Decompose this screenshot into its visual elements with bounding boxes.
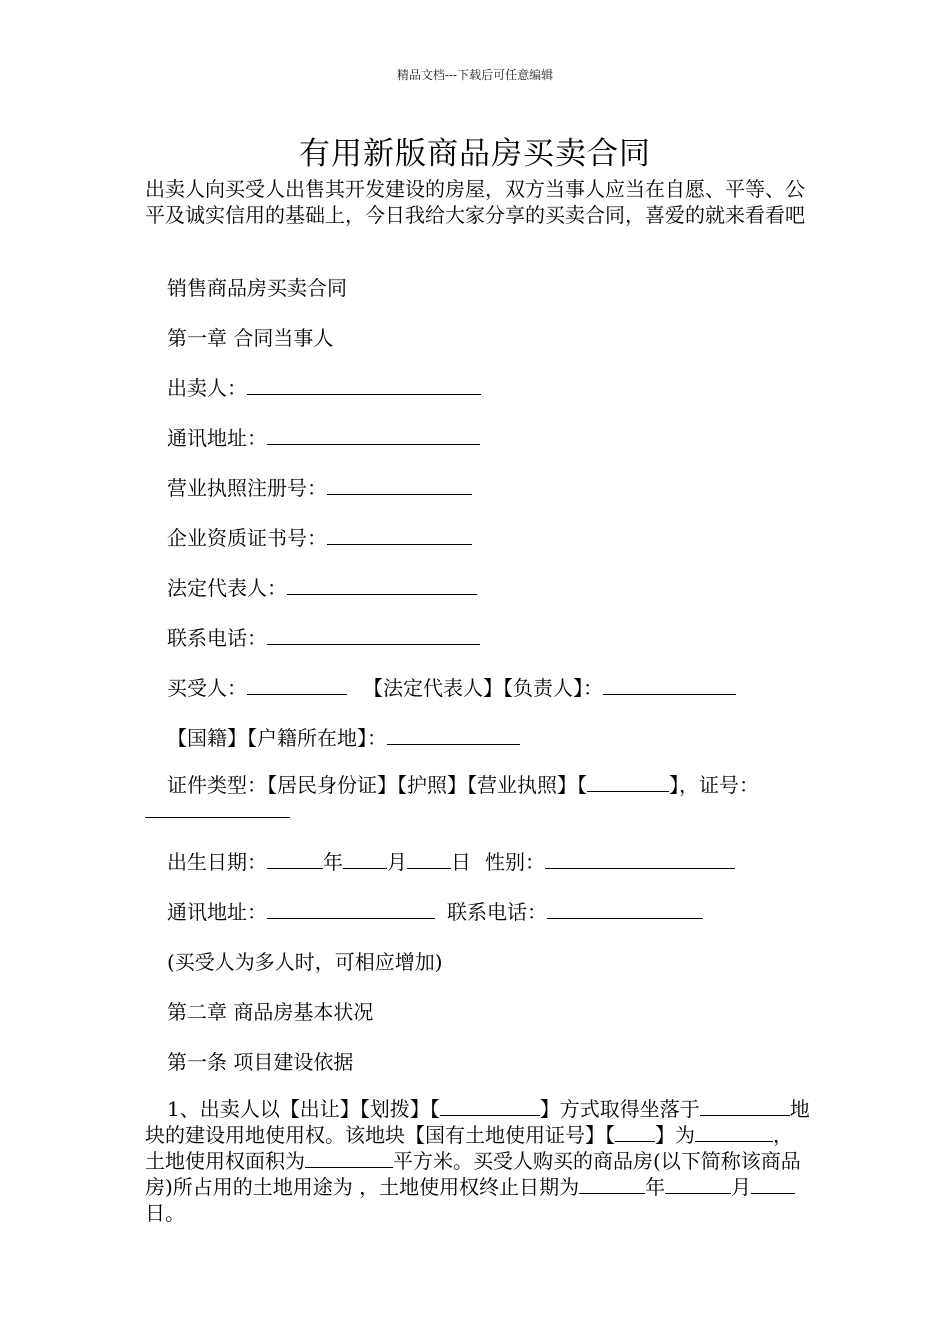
- certificate-blank: [615, 1123, 655, 1142]
- id-number-blank: [145, 799, 290, 818]
- nationality-label: 【国籍】【户籍所在地】：: [167, 726, 387, 750]
- seller-phone-label: 联系电话：: [167, 626, 267, 650]
- buyer-address-label: 通讯地址：: [167, 900, 267, 924]
- seller-address-blank: [267, 426, 480, 445]
- buyer-options-blank: [603, 676, 736, 695]
- birth-row: [167, 846, 735, 875]
- id-type-label: 证件类型：【居民身份证】【护照】【营业执照】【: [167, 773, 587, 797]
- end-year-blank: [579, 1175, 645, 1194]
- seller-blank: [247, 376, 481, 395]
- para-text-1: 1、出卖人以【出让】【划拨】【: [167, 1097, 440, 1121]
- legal-rep-blank: [287, 576, 477, 595]
- location-blank: [700, 1097, 790, 1116]
- birth-label: 出生日期：: [167, 850, 267, 874]
- birth-year-label: 年: [323, 850, 343, 874]
- para-text-7: 年: [645, 1175, 666, 1199]
- buyer-label: 买受人：: [167, 676, 247, 700]
- birth-year-blank: [267, 850, 323, 869]
- article-one-paragraph: [145, 1096, 810, 1226]
- nationality-row: [167, 722, 520, 751]
- seller-address-label: 通讯地址：: [167, 426, 267, 450]
- chapter-two-heading: 第二章 商品房基本状况: [167, 1000, 374, 1024]
- end-day-blank: [751, 1175, 795, 1194]
- seller-phone-row: [167, 622, 480, 651]
- end-month-blank: [665, 1175, 731, 1194]
- legal-rep-label: 法定代表人：: [167, 576, 287, 600]
- buyer-note: (买受人为多人时，可相应增加): [167, 950, 443, 974]
- license-blank: [327, 476, 472, 495]
- gender-blank: [545, 850, 735, 869]
- chapter-one-heading: 第一章 合同当事人: [167, 326, 334, 350]
- id-type-close: 】，: [669, 773, 699, 797]
- method-blank: [440, 1097, 540, 1116]
- seller-address-row: [167, 422, 480, 451]
- license-label: 营业执照注册号：: [167, 476, 327, 500]
- gender-label: 性别：: [485, 850, 545, 874]
- buyer-address-blank: [267, 900, 435, 919]
- qualification-blank: [327, 526, 472, 545]
- para-text-5: ，土地使用权面积为: [145, 1123, 793, 1173]
- birth-month-label: 月: [387, 850, 407, 874]
- legal-rep-row: [167, 572, 477, 601]
- buyer-contact-row: [167, 896, 703, 925]
- para-text-2: 】方式取得坐落于: [539, 1097, 700, 1121]
- intro-paragraph: 出卖人向买受人出售其开发建设的房屋，双方当事人应当在自愿、平等、公平及诚实信用的基础上，今日我给大家分享的买卖合同，喜爱的就来看看吧: [145, 177, 805, 227]
- article-one-heading: 第一条 项目建设依据: [167, 1050, 354, 1074]
- area-blank: [305, 1149, 393, 1168]
- seller-phone-blank: [267, 626, 480, 645]
- birth-day-blank: [407, 850, 451, 869]
- para-text-8: 月: [731, 1175, 752, 1199]
- page-header: 精品文档---下载后可任意编辑: [396, 68, 554, 82]
- birth-day-label: 日: [451, 850, 471, 874]
- birth-month-blank: [343, 850, 387, 869]
- qualification-row: [167, 522, 472, 551]
- contract-name: 销售商品房买卖合同: [167, 276, 347, 300]
- seller-row: [167, 372, 481, 401]
- para-text-6: 平方米。买受人购买的商品房(以下简称该商品房)所占用的土地用途为 ，土地使用权终止日期为: [145, 1149, 801, 1199]
- buyer-phone-label: 联系电话：: [447, 900, 547, 924]
- buyer-phone-blank: [547, 900, 703, 919]
- qualification-label: 企业资质证书号：: [167, 526, 327, 550]
- id-type-paragraph: [145, 772, 810, 824]
- para-text-9: 日。: [145, 1201, 185, 1225]
- nationality-blank: [387, 726, 520, 745]
- seller-label: 出卖人：: [167, 376, 247, 400]
- buyer-blank: [247, 676, 347, 695]
- id-number-label: 证号：: [699, 773, 759, 797]
- para-text-3: 地块的建设用地使用权。该地块【国有土地使用证号】【: [145, 1097, 810, 1147]
- document-title: 有用新版商品房买卖合同: [299, 136, 651, 172]
- certificate-value-blank: [695, 1123, 773, 1142]
- license-row: [167, 472, 472, 501]
- id-type-blank: [587, 773, 669, 792]
- para-text-4: 】为: [655, 1123, 695, 1147]
- buyer-options: 【法定代表人】【负责人】：: [363, 676, 603, 700]
- buyer-row: [167, 672, 736, 701]
